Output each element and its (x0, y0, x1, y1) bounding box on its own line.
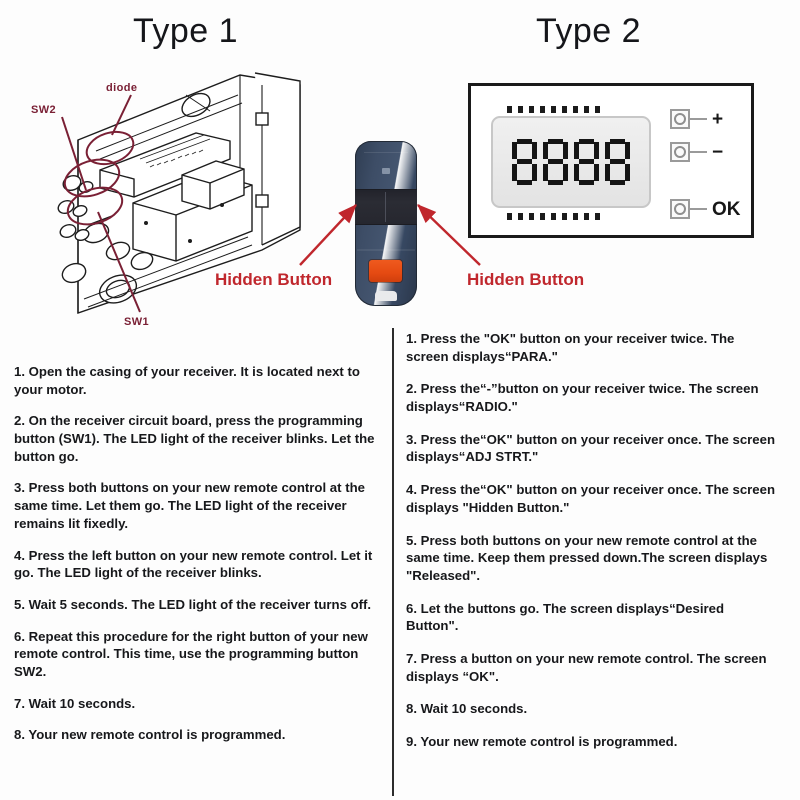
lcd-pin (529, 213, 534, 220)
callout-hidden-button-right: Hidden Button (467, 270, 585, 289)
receiver-circuit-board-illustration (0, 55, 333, 335)
plus-button-square (670, 109, 690, 129)
lcd-segment-c (594, 164, 599, 181)
lcd-digit (574, 139, 599, 185)
lcd-pin (584, 213, 589, 220)
instruction-step: 9. Your new remote control is programmed. (406, 734, 678, 749)
remote-lower-seam (357, 249, 415, 251)
callout-hidden-button-left: Hidden Button (215, 270, 333, 289)
lcd-screen (491, 116, 651, 208)
lcd-segment-d (610, 180, 625, 185)
lcd-segment-c (563, 164, 568, 181)
lcd-segment-f (605, 142, 610, 159)
lcd-pin (551, 106, 556, 113)
instructions-type-2 (406, 330, 778, 766)
lcd-segment-c (625, 164, 630, 181)
instruction-step: 8. Your new remote control is programmed. (14, 727, 286, 743)
lcd-segment-g (610, 159, 625, 164)
instruction-step: 3. Press both buttons on your new remote control at the same time. Let them go. The LED light of the receiver remains lit fixedly. (14, 480, 365, 531)
lcd-segment-e (543, 164, 548, 181)
lcd-segment-b (625, 142, 630, 159)
lcd-pin (573, 213, 578, 220)
minus-button-square (670, 142, 690, 162)
lcd-segment-f (543, 142, 548, 159)
lcd-pin (540, 106, 545, 113)
lcd-pin (507, 106, 512, 113)
lcd-pin (584, 106, 589, 113)
lcd-segment-d (579, 180, 594, 185)
instruction-step: 1. Press the "OK" button on your receiver twice. The screen displays“PARA." (406, 331, 735, 364)
instruction-step: 6. Let the buttons go. The screen displays“Desired Button". (406, 600, 725, 634)
lcd-pin (562, 213, 567, 220)
instructions-type-1 (14, 363, 384, 758)
remote-control-illustration (355, 141, 417, 306)
ok-lead-line (690, 208, 707, 210)
instruction-step: 4. Press the“OK" button on your receiver once. The screen displays "Hidden Button." (406, 482, 776, 515)
lcd-digit (605, 139, 630, 185)
lcd-segment-c (532, 164, 537, 181)
heading-type-1: Type 1 (133, 12, 239, 50)
receiver-display-panel (468, 83, 754, 238)
minus-button-circle (674, 146, 686, 158)
lcd-pin (507, 213, 512, 220)
plus-button-label: + (712, 108, 724, 130)
lcd-segment-a (517, 139, 532, 144)
instruction-step: 5. Wait 5 seconds. The LED light of the receiver turns off. (14, 596, 372, 612)
circuit-label-sw2: SW2 (31, 104, 57, 116)
hidden-button-strip[interactable] (355, 189, 417, 225)
lcd-segment-a (548, 139, 563, 144)
lcd-segment-f (574, 142, 579, 159)
ok-button-label: OK (712, 198, 741, 220)
lcd-segment-g (517, 159, 532, 164)
remote-orange-button[interactable] (369, 260, 402, 282)
ok-button-circle (674, 203, 686, 215)
receiver-button-ok[interactable] (670, 199, 741, 219)
lcd-pin (595, 213, 600, 220)
remote-logo (382, 168, 390, 174)
lcd-segment-d (548, 180, 563, 185)
lcd-segment-a (610, 139, 625, 144)
instruction-step: 7. Press a button on your new remote control. The screen displays “OK". (406, 650, 767, 684)
lcd-digit (543, 139, 568, 185)
instruction-step: 5. Press both buttons on your new remote control at the same time. Keep them pressed down.The screen displays "Released". (406, 532, 768, 583)
lcd-segment-b (563, 142, 568, 159)
lcd-segment-g (548, 159, 563, 164)
ok-button-square (670, 199, 690, 219)
instruction-step: 1. Open the casing of your receiver. It is located next to your motor. (14, 364, 360, 397)
lcd-segment-a (579, 139, 594, 144)
instruction-step: 2. Press the“-”button on your receiver twice. The screen displays“RADIO." (406, 381, 759, 415)
lcd-pin (595, 106, 600, 113)
minus-lead-line (690, 151, 707, 153)
instruction-step: 7. Wait 10 seconds. (14, 695, 136, 711)
minus-button-label: − (712, 141, 724, 163)
instruction-step: 2. On the receiver circuit board, press the programming button (SW1). The LED light of the receiver blinks. Let the button go. (14, 413, 375, 464)
lcd-segment-e (512, 164, 517, 181)
pin-row-top (507, 106, 600, 113)
pin-row-bottom (507, 213, 600, 220)
lcd-pin (551, 213, 556, 220)
lcd-pin (573, 106, 578, 113)
remote-bottom-notch (375, 291, 397, 301)
circuit-label-sw1: SW1 (124, 316, 150, 328)
lcd-pin (518, 106, 523, 113)
lcd-segment-g (579, 159, 594, 164)
lcd-segment-b (532, 142, 537, 159)
instruction-step: 8. Wait 10 seconds. (406, 701, 528, 717)
instruction-step: 3. Press the“OK" button on your receiver once. The screen displays“ADJ STRT." (406, 431, 776, 465)
remote-top-seam (364, 152, 408, 153)
instruction-step: 4. Press the left button on your new remote control. Let it go. The LED light of the receiver blinks. (14, 547, 373, 581)
column-divider (392, 328, 394, 796)
circuit-label-diode: diode (106, 82, 138, 94)
plus-lead-line (690, 118, 707, 120)
lcd-digit (512, 139, 537, 185)
lcd-display (491, 116, 651, 208)
lcd-pin (529, 106, 534, 113)
heading-type-2: Type 2 (536, 12, 642, 50)
lcd-segment-b (594, 142, 599, 159)
lcd-segment-e (574, 164, 579, 181)
lcd-segment-f (512, 142, 517, 159)
lcd-segment-d (517, 180, 532, 185)
receiver-button-minus[interactable] (670, 142, 723, 162)
plus-button-circle (674, 113, 686, 125)
instruction-step: 6. Repeat this procedure for the right button of your new remote control. This time, use the programming button SW2. (14, 628, 368, 679)
lcd-pin (562, 106, 567, 113)
lcd-pin (540, 213, 545, 220)
receiver-button-plus[interactable] (670, 109, 723, 129)
lcd-pin (518, 213, 523, 220)
lcd-segment-e (605, 164, 610, 181)
